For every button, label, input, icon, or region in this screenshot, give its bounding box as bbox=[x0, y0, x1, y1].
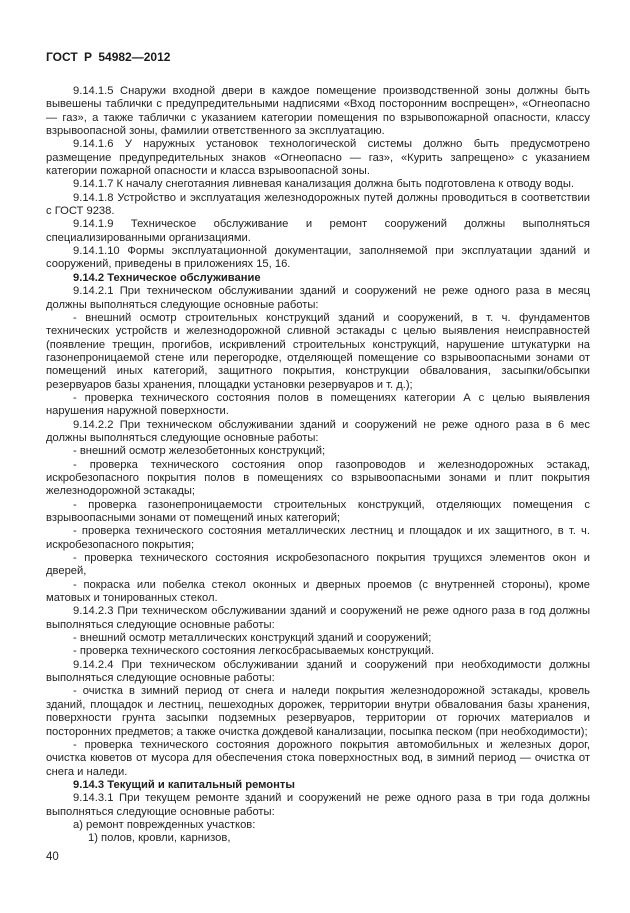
section-heading: 9.14.3 Текущий и капитальный ремонты bbox=[73, 778, 295, 791]
clause-paragraph: 9.14.1.9 Техническое обслуживание и ремонт сооружений должны выполняться специализированными организациями. bbox=[46, 218, 590, 244]
list-item-dash: - проверка технического состояния полов в помещениях категории А с целью выявления нарушения наружной поверхности. bbox=[46, 391, 590, 418]
clause-paragraph: 9.14.1.7 К началу снеготаяния ливневая канализация должна быть подготовлена к отводу воды. bbox=[73, 178, 574, 191]
list-item-dash: - проверка газонепроницаемости строительных конструкций, отделяющих помещения с взрывоопасными зонами от помещений иных категорий; bbox=[46, 498, 590, 524]
list-item-dash: - внешний осмотр строительных конструкций зданий и сооружений, в т. ч. фундаментов технических устройств и железнодорожной сливной эстакады с целью выявления неисправностей (появление трещин, прогибов, искривлений строительных конструкций, нарушение штукатурки на газонепроницаемой стене или перегородке, отделяющей помещение со взрывоопасными зонами от помещений иных категорий, защитного покрытия, конструкции обвалования, засыпки/обсыпки резервуаров базы хранения, площадки установки резервуаров и т. д.); bbox=[46, 311, 590, 391]
list-item-dash: - проверка технического состояния опор газопроводов и железнодорожных эстакад, искробезопасного покрытия полов в помещениях со взрывоопасными зонами и плит покрытия железнодорожной эстакады; bbox=[46, 458, 590, 498]
list-item-number: 1) полов, кровли, карнизов, bbox=[88, 832, 231, 845]
list-item-dash: - внешний осмотр металлических конструкций зданий и сооружений; bbox=[73, 632, 432, 645]
list-item-dash: - покраска или побелка стекол оконных и дверных проемов (с внутренней стороны), кроме матовых и тонированных стекол. bbox=[46, 578, 590, 605]
list-item-dash: - очистка в зимний период от снега и наледи покрытия железнодорожной эстакады, кровель зданий, площадок и лестниц, пешеходных дорожек, территории внутри обвалования базы хранения, поверхности грунта засыпки подземных резервуаров, территории от горючих материалов и посторонних предметов; а также очистка дождевой канализации, посыпка песком (при необходимости); bbox=[46, 685, 590, 738]
clause-paragraph: 9.14.3.1 При текущем ремонте зданий и сооружений не реже одного раза в три года должны выполняться следующие основные работы: bbox=[46, 792, 590, 818]
document-header: ГОСТ Р 54982—2012 bbox=[46, 50, 171, 64]
list-item-dash: - проверка технического состояния легкосбрасываемых конструкций. bbox=[73, 645, 435, 658]
clause-paragraph: 9.14.2.1 При техническом обслуживании зданий и сооружений не реже одного раза в месяц должны выполняться следующие основные работы: bbox=[46, 285, 590, 311]
document-body bbox=[46, 85, 590, 846]
clause-paragraph: 9.14.1.10 Формы эксплуатационной документации, заполняемой при эксплуатации зданий и сооружений, приведены в приложениях 15, 16. bbox=[46, 245, 590, 271]
clause-paragraph: 9.14.1.8 Устройство и эксплуатация железнодорожных путей должны проводиться в соответствии с ГОСТ 9238. bbox=[46, 191, 590, 218]
list-item-dash: - внешний осмотр железобетонных конструкций; bbox=[73, 445, 326, 458]
page-number: 40 bbox=[46, 851, 59, 863]
clause-paragraph: 9.14.2.3 При техническом обслуживании зданий и сооружений не реже одного раза в год должны выполняться следующие основные работы: bbox=[46, 605, 590, 631]
list-item-dash: - проверка технического состояния искробезопасного покрытия трущихся элементов окон и дверей, bbox=[46, 552, 590, 578]
section-heading: 9.14.2 Техническое обслуживание bbox=[73, 271, 261, 284]
clause-paragraph: 9.14.1.5 Снаружи входной двери в каждое помещение производственной зоны должны быть вывешены таблички с предупредительными надписями «Вход посторонним воспрещен», «Огнеопасно — газ», а также таблички с указанием категории помещения по взрывопожарной опасности, классу взрывоопасной зоны, фамилии ответственного за эксплуатацию. bbox=[46, 85, 590, 138]
list-item-dash: - проверка технического состояния дорожного покрытия автомобильных и железных дорог, очистка кюветов от мусора для обеспечения стока поверхностных вод, в зимний период — очистка от снега и наледи. bbox=[46, 738, 590, 778]
clause-paragraph: 9.14.2.4 При техническом обслуживании зданий и сооружений при необходимости должны выполняться следующие основные работы: bbox=[46, 658, 590, 685]
list-item-letter: а) ремонт поврежденных участков: bbox=[73, 818, 256, 831]
clause-paragraph: 9.14.1.6 У наружных установок технологической системы должно быть предусмотрено размещение предупредительных знаков «Огнеопасно — газ», «Курить запрещено» с указанием категории пожарной опасности и класса взрывоопасной зоны. bbox=[46, 138, 590, 178]
clause-paragraph: 9.14.2.2 При техническом обслуживании зданий и сооружений не реже одного раза в 6 мес должны выполняться следующие основные работы: bbox=[46, 418, 590, 444]
list-item-dash: - проверка технического состояния металлических лестниц и площадок и их защитного, в т. ч. искробезопасного покрытия; bbox=[46, 525, 590, 551]
